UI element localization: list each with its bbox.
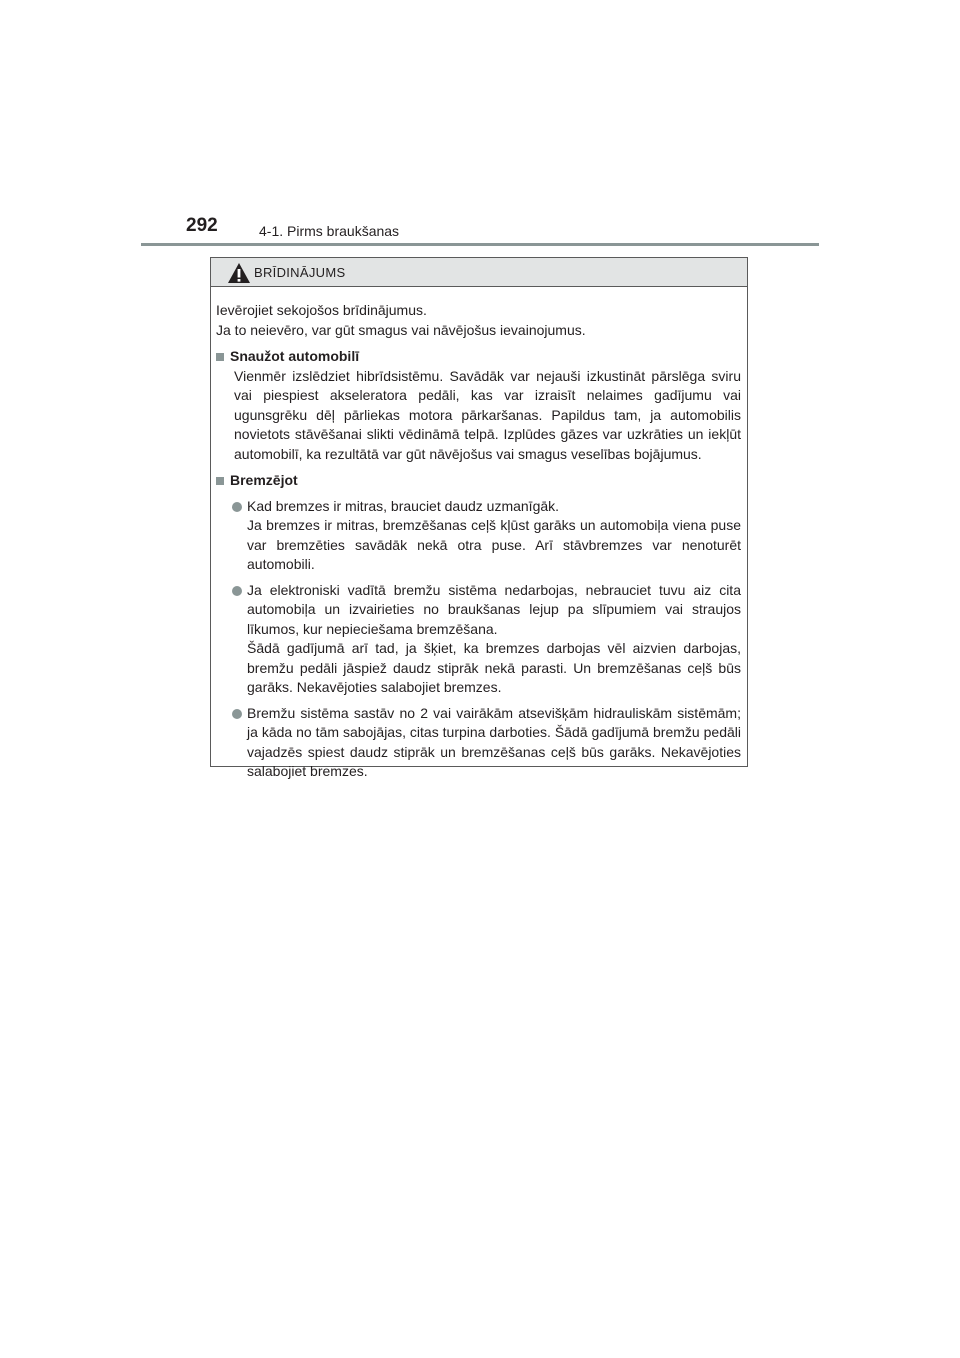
bullet-paragraph: Kad bremzes ir mitras, brauciet daudz uzmanīgāk. xyxy=(247,497,560,514)
bullet-paragraph: Šādā gadījumā arī tad, ja šķiet, ka bremzes darbojas vēl aizvien darbojas, bremžu pedāli jāspiež daudz stiprāk nekā parasti. Un bremzēšanas ceļš būs garāks. Nekavējoties salabojiet bremzes. xyxy=(247,640,741,695)
bullet-paragraph: Bremžu sistēma sastāv no 2 vai vairākām atsevišķām hidrauliskām sistēmām; ja kāda no tām sabojājas, citas turpina darboties. Šādā gadījumā bremžu pedāli vajadzēs spiest daudz stiprāk un bremzēšanas ceļš būs garāks. Nekavējoties salabojiet bremzes. xyxy=(247,704,741,779)
bullet-text xyxy=(247,704,741,782)
subsection-braking xyxy=(216,471,741,782)
warning-body xyxy=(211,287,747,782)
square-bullet-icon xyxy=(216,477,224,485)
circle-bullet-icon xyxy=(232,709,242,719)
subsection-heading xyxy=(216,347,741,367)
bullet-text xyxy=(247,497,741,575)
subsection-heading-text: Snaužot automobilī xyxy=(230,348,360,364)
intro-line: Ievērojiet sekojošos brīdinājumus. xyxy=(216,302,427,318)
bullet-text xyxy=(247,581,741,698)
warning-intro xyxy=(216,301,741,340)
warning-triangle-icon xyxy=(227,262,251,284)
header-rule xyxy=(141,243,819,246)
warning-box xyxy=(210,257,748,779)
warning-title: BRĪDINĀJUMS xyxy=(254,264,346,280)
bullet-item xyxy=(216,704,741,782)
section-title: 4-1. Pirms braukšanas xyxy=(259,223,400,239)
bullet-paragraph: Ja elektroniski vadītā bremžu sistēma nedarbojas, nebrauciet tuvu aiz cita automobiļa un izvairieties no braukšanas lejup pa slīpumiem vai straujos līkumos, kur nepieciešama bremzēšana. xyxy=(247,581,741,637)
circle-bullet-icon xyxy=(232,502,242,512)
square-bullet-icon xyxy=(216,353,224,361)
subsection-paragraph: Vienmēr izslēdziet hibrīdsistēmu. Savādāk var nejauši izkustināt pārslēga sviru vai piespiest akseleratora pedāli, kas var izraisīt nelaimes gadījumu vai ugunsgrēku dēļ pārliekas motora pārkaršanas. Papildus tam, ja automobilis novietots stāvēšanai slikti vēdināmā telpā. Izplūdes gāzes var uzkrāties un iekļūt automobilī, ka rezultātā var gūt nāvējošus vai smagus veselības bojājumus. xyxy=(234,367,741,462)
subsection-heading xyxy=(216,471,741,491)
subsection-heading-text: Bremzējot xyxy=(230,472,298,488)
subsection-napping xyxy=(216,347,741,464)
bullet-item xyxy=(216,497,741,575)
circle-bullet-icon xyxy=(232,586,242,596)
bullet-item xyxy=(216,581,741,698)
intro-line: Ja to neievēro, var gūt smagus vai nāvējošus ievainojumus. xyxy=(216,321,586,338)
page-number: 292 xyxy=(186,215,218,236)
bullet-paragraph: Ja bremzes ir mitras, bremzēšanas ceļš kļūst garāks un automobiļa viena puse var bremzēties savādāk nekā otra puse. Arī stāvbremzes var nenoturēt automobili. xyxy=(247,517,741,572)
warning-header xyxy=(211,258,747,287)
